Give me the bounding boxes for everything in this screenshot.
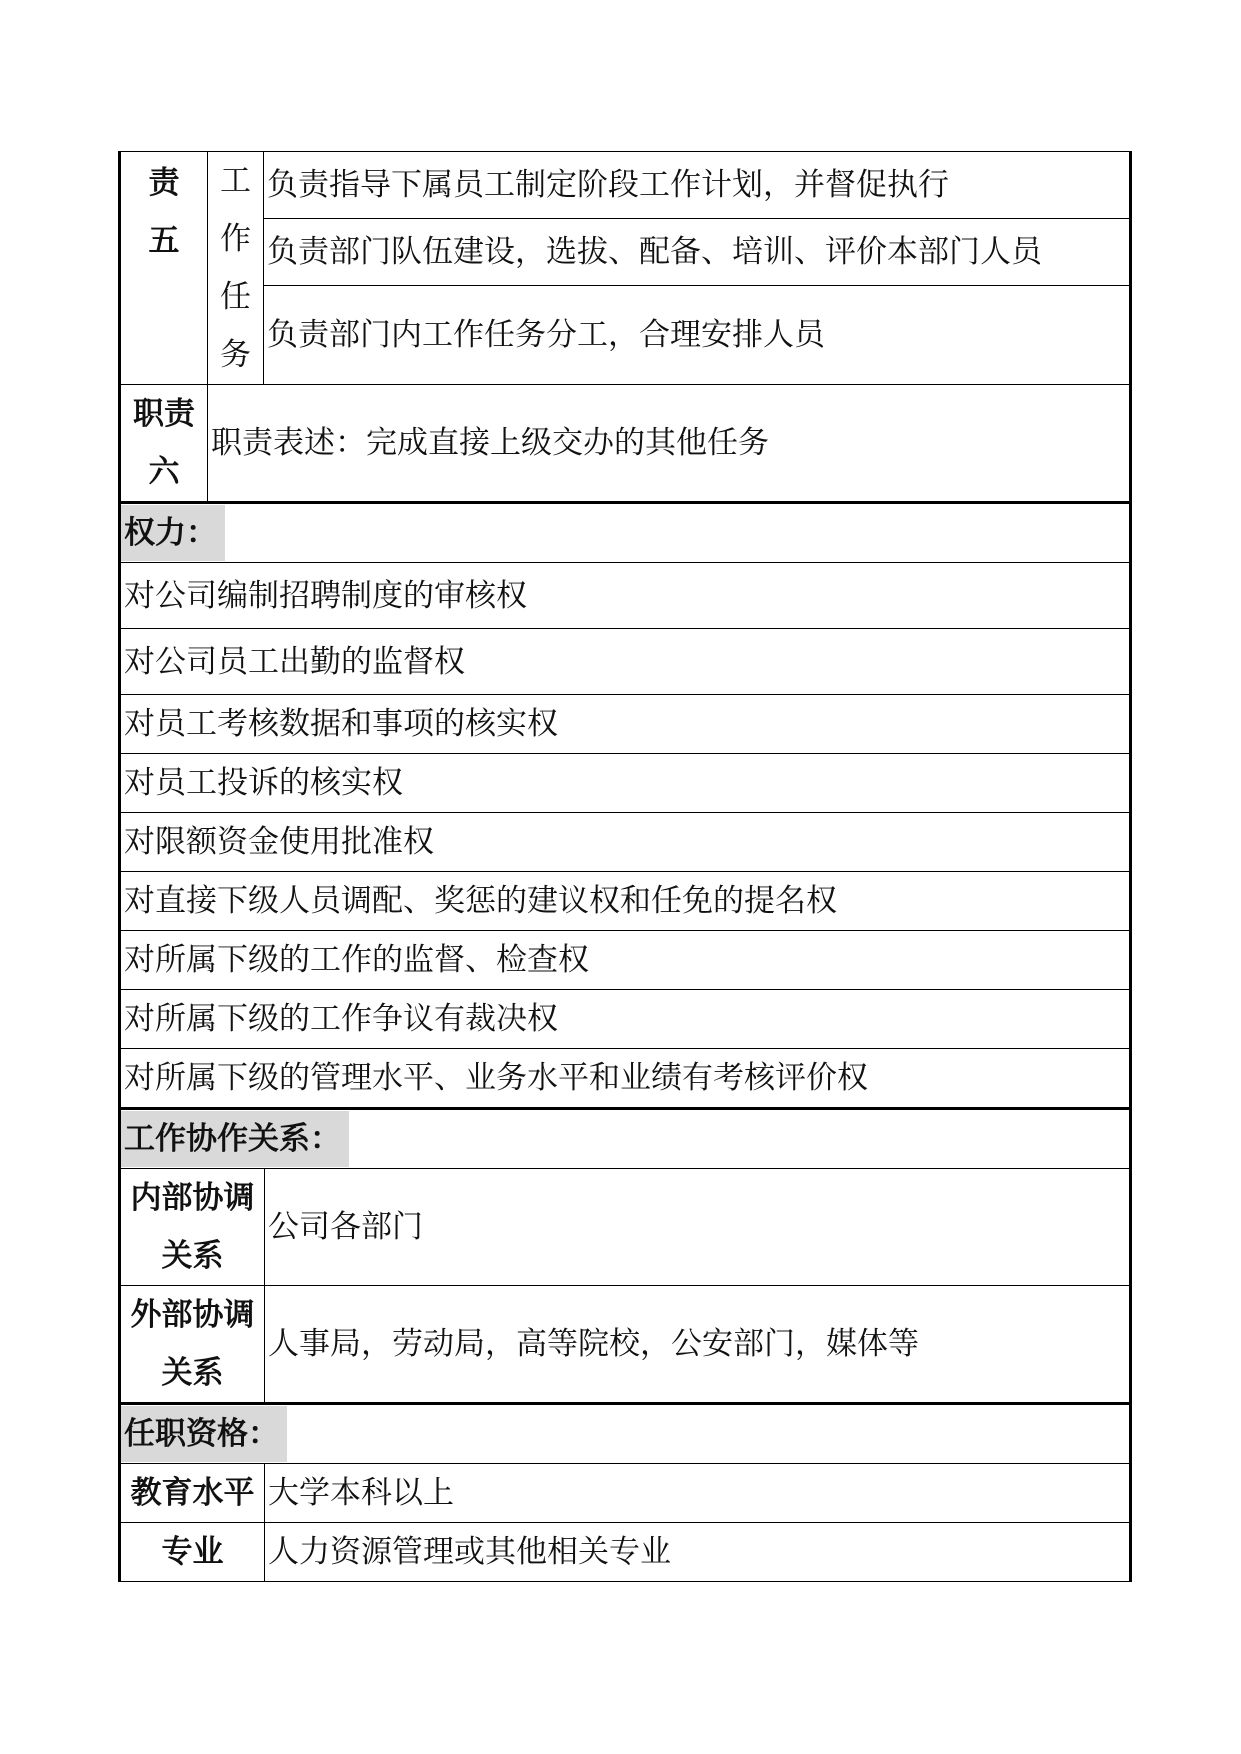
major-label: 专业 — [120, 1522, 265, 1581]
education-row — [120, 1463, 1131, 1522]
powers-title — [120, 503, 1131, 563]
internal-relations-row — [120, 1168, 1131, 1285]
power-row — [120, 1049, 1131, 1108]
education-label: 教育水平 — [120, 1463, 265, 1522]
duty6-label-line-2: 六 — [148, 454, 180, 490]
duty5-sub-label-char-3: 任 — [220, 279, 251, 315]
power-row — [120, 990, 1131, 1049]
powers-title-row — [120, 503, 1131, 563]
power-row — [120, 563, 1131, 629]
duty5-label — [120, 152, 208, 385]
duty5-label-line-2: 五 — [148, 223, 180, 259]
relations-title-row — [120, 1108, 1131, 1168]
duty5-sub-label-char-2: 作 — [220, 221, 251, 257]
external-relations-label-line-2: 关系 — [161, 1354, 224, 1391]
education-value: 大学本科以上 — [265, 1463, 1131, 1522]
power-item-9: 对所属下级的管理水平、业务水平和业绩有考核评价权 — [120, 1049, 1131, 1108]
relations-title-text: 工作协作关系： — [121, 1111, 349, 1167]
power-item-7: 对所属下级的工作的监督、检查权 — [120, 931, 1131, 990]
duty5-row-2 — [120, 218, 1131, 285]
duty5-sub-label-char-4: 务 — [220, 337, 251, 373]
duty5-sub-label — [208, 152, 264, 385]
duty5-row-3 — [120, 285, 1131, 384]
power-item-1: 对公司编制招聘制度的审核权 — [120, 563, 1131, 629]
qualifications-title — [120, 1403, 1131, 1463]
internal-relations-label — [120, 1168, 265, 1285]
duty6-label-line-1: 职责 — [133, 396, 195, 432]
qualifications-title-text: 任职资格： — [121, 1406, 287, 1462]
external-relations-label — [120, 1285, 265, 1403]
duty5-task-1: 负责指导下属员工制定阶段工作计划，并督促执行 — [264, 152, 1131, 219]
power-item-3: 对员工考核数据和事项的核实权 — [120, 695, 1131, 754]
power-row — [120, 813, 1131, 872]
job-description-sheet — [118, 151, 1129, 1582]
duty5-row-1 — [120, 152, 1131, 219]
power-item-2: 对公司员工出勤的监督权 — [120, 629, 1131, 695]
qualifications-title-row — [120, 1403, 1131, 1463]
internal-relations-value: 公司各部门 — [265, 1168, 1131, 1285]
job-description-table — [118, 151, 1132, 1108]
duty5-label-line-1: 责 — [148, 165, 180, 201]
external-relations-label-line-1: 外部协调 — [130, 1296, 255, 1333]
duty5-task-2: 负责部门队伍建设，选拔、配备、培训、评价本部门人员 — [264, 218, 1131, 285]
power-item-8: 对所属下级的工作争议有裁决权 — [120, 990, 1131, 1049]
duty6-text: 职责表述：完成直接上级交办的其他任务 — [208, 385, 1131, 503]
relations-title — [120, 1108, 1131, 1168]
power-item-4: 对员工投诉的核实权 — [120, 754, 1131, 813]
duty6-row — [120, 385, 1131, 503]
power-item-5: 对限额资金使用批准权 — [120, 813, 1131, 872]
power-row — [120, 931, 1131, 990]
major-value: 人力资源管理或其他相关专业 — [265, 1522, 1131, 1581]
major-row — [120, 1522, 1131, 1581]
power-row — [120, 754, 1131, 813]
power-row — [120, 695, 1131, 754]
relations-qualifications-table — [118, 1107, 1132, 1582]
external-relations-row — [120, 1285, 1131, 1403]
internal-relations-label-line-2: 关系 — [161, 1237, 224, 1274]
duty6-label — [120, 385, 208, 503]
internal-relations-label-line-1: 内部协调 — [130, 1179, 255, 1216]
external-relations-value: 人事局，劳动局，高等院校，公安部门，媒体等 — [265, 1285, 1131, 1403]
power-item-6: 对直接下级人员调配、奖惩的建议权和任免的提名权 — [120, 872, 1131, 931]
duty5-task-3: 负责部门内工作任务分工，合理安排人员 — [264, 285, 1131, 384]
power-row — [120, 872, 1131, 931]
powers-title-text: 权力： — [121, 505, 225, 561]
duty5-sub-label-char-1: 工 — [220, 163, 251, 199]
power-row — [120, 629, 1131, 695]
